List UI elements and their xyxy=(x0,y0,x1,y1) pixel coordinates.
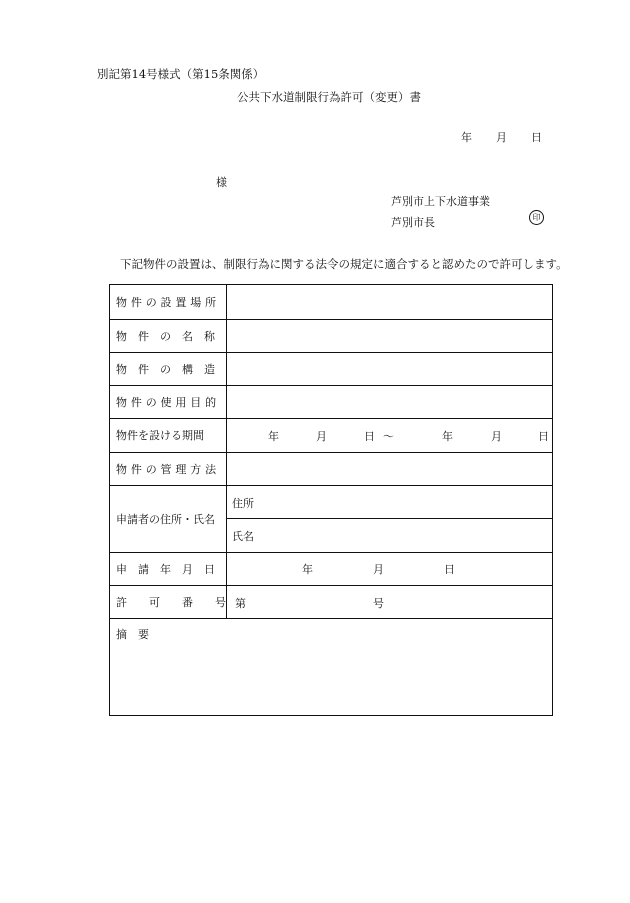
address-subrow xyxy=(227,485,552,519)
issuer-organization: 芦別市上下水道事業 xyxy=(391,195,490,208)
permission-statement: 下記物件の設置は、制限行為に関する法令の規定に適合すると認めたので許可します。 xyxy=(120,257,568,271)
issue-date-year: 年 xyxy=(461,131,472,144)
period-label: 物件を設ける期間 xyxy=(110,418,227,452)
row-purpose xyxy=(110,385,552,419)
row-period xyxy=(110,418,552,453)
permit-suffix: 号 xyxy=(373,597,384,610)
applicant-name-label: 氏名 xyxy=(232,530,254,543)
address-label: 住所 xyxy=(232,497,254,510)
row-application-date xyxy=(110,552,552,586)
document-title: 公共下水道制限行為許可（変更）書 xyxy=(237,90,421,104)
form-number: 別記第14号様式（第15条関係） xyxy=(97,67,265,81)
permit-prefix: 第 xyxy=(235,597,246,610)
period-year1: 年 xyxy=(268,430,279,443)
period-year2: 年 xyxy=(442,430,453,443)
issuer-title: 芦別市長 xyxy=(391,216,435,229)
row-management xyxy=(110,452,552,486)
purpose-label: 物件の使用目的 xyxy=(110,385,227,418)
application-date-month: 月 xyxy=(373,563,384,576)
issue-date-day: 日 xyxy=(531,131,542,144)
management-label: 物件の管理方法 xyxy=(110,452,227,485)
application-date-label: 申 請 年 月 日 xyxy=(110,552,227,585)
period-tilde: 〜 xyxy=(383,430,394,443)
location-label: 物件の設置場所 xyxy=(110,285,227,319)
applicant-label: 申請者の住所・氏名 xyxy=(110,485,227,552)
permit-form-table xyxy=(109,284,553,716)
applicant-name-subrow xyxy=(227,519,552,552)
row-permit-number xyxy=(110,585,552,619)
permit-number-label: 許 可 番 号 xyxy=(110,585,227,618)
remarks-label: 摘 要 xyxy=(116,628,149,641)
row-name xyxy=(110,319,552,353)
name-label: 物 件 の 名 称 xyxy=(110,319,227,352)
period-day2: 日 xyxy=(538,430,549,443)
period-month1: 月 xyxy=(316,430,327,443)
structure-label: 物 件 の 構 造 xyxy=(110,352,227,385)
application-date-year: 年 xyxy=(302,563,313,576)
row-location xyxy=(110,285,552,320)
application-date-day: 日 xyxy=(444,563,455,576)
period-day1: 日 xyxy=(364,430,375,443)
issue-date-month: 月 xyxy=(496,131,507,144)
addressee-suffix: 様 xyxy=(216,176,227,189)
seal-mark: 印 xyxy=(529,210,544,225)
period-month2: 月 xyxy=(491,430,502,443)
row-structure xyxy=(110,352,552,386)
row-applicant xyxy=(110,485,552,553)
